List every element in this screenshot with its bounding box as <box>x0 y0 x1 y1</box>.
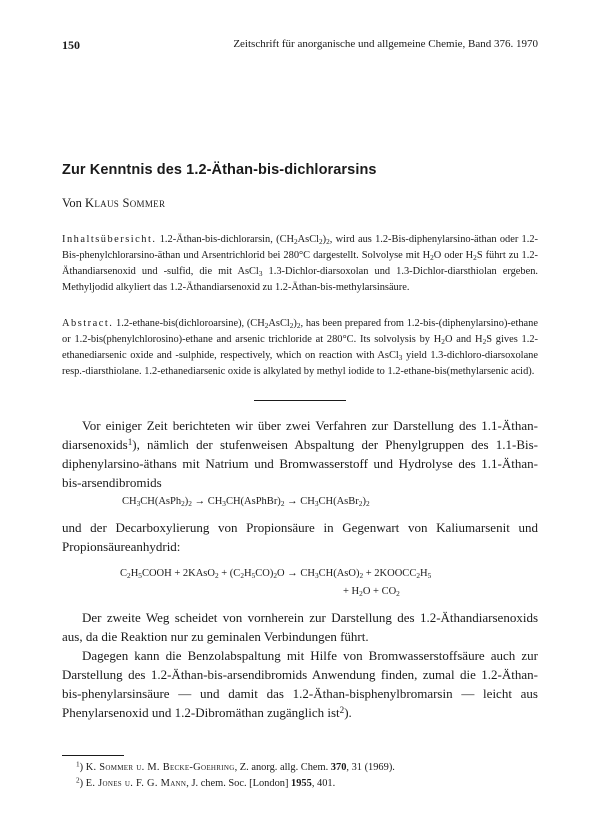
german-abstract-lead: Inhaltsübersicht. <box>62 234 157 245</box>
english-abstract-text-2: , has been prepared from 1.2-bis-(diphenylarsino)-ethane or 1.2-bis(phenylchlorosino)-ethane and arsenic trichloride at 280°C. Its solvolysis by H <box>62 318 538 345</box>
body-paragraph-1: Vor einiger Zeit berichteten wir über zwei Verfahren zur Darstellung des 1.1-Äthan-diarsenoxids$^1$), nämlich der stufenweisen Abspaltung der Phenylgruppen des 1.1-Bis-diphenylarsino-äthans mit Natrium und Bromwasserstoff und Hydrolyse des 1.1-Äthan-bis-arsendibromids <box>62 418 538 490</box>
english-abstract-text-3: yield 1.3-dichloro-diarsoxolane resp.-diarsthiolane. 1.2-ethanediarsenic oxide is alkylated by methyl iodide to 1.2-ethane-bis(methylarsenic acid). <box>62 350 538 377</box>
author-line <box>62 196 165 211</box>
article-title: Zur Kenntnis des 1.2-Äthan-bis-dichlorarsins <box>62 162 377 178</box>
page-number: 150 <box>62 38 80 52</box>
author-prefix: Von <box>62 196 82 210</box>
body-paragraph-3: Der zweite Weg scheidet von vornherein zur Darstellung des 1.2-Äthandiarsenoxids aus, da die Reaktion nur zu geminalen Verbindungen führt. <box>62 610 538 644</box>
english-abstract-text-1: 1.2-ethane-bis(dichloroarsine), (CH <box>116 318 265 329</box>
body-paragraph-2: und der Decarboxylierung von Propionsäure in Gegenwart von Kaliumarsenit und Propionsäureanhydrid: <box>62 520 538 554</box>
german-abstract-text-2: , wird aus 1.2-Bis-diphenylarsino-äthan oder 1.2-Bis-phenylchlorarsino-äthan und Arsentrichlorid bei 280°C dargestellt. Solvolyse mit H <box>62 234 538 261</box>
journal-citation: Zeitschrift für anorganische und allgemeine Chemie, Band 376. 1970 <box>233 38 538 50</box>
footnote-1: $^1$) K. Sommer u. M. Becke-Goehring, Z. anorg. allg. Chem. 370, 31 (1969). <box>76 760 395 773</box>
footnote-divider <box>62 755 124 756</box>
german-abstract: Inhaltsübersicht. 1.2-Äthan-bis-dichlorarsin, $(CH_2AsCl_2)_2$, wird aus 1.2-Bis-diphenylarsino-äthan oder 1.2-Bis-phenylchlorarsino-äthan und Arsentrichlorid bei 280°C dargestellt. Solvolyse mit $H_2O$ oder $H_2S$ führt zu 1.2-Äthandiarsenoxid und -sulfid, die mit AsCl$_3$ 1.3-Dichlor-diarsoxolan und 1.3-Dichlor-diarsthiolan ergeben. Methyljodid alkyliert das 1.2-Äthandiarsenoxid zu 1.2-Äthan-bis-methylarsinsäure. <box>62 234 538 293</box>
german-abstract-text-1: 1.2-Äthan-bis-dichlorarsin, (CH <box>159 234 295 245</box>
footnote-ref-2: 2 <box>339 704 345 715</box>
body-paragraph-4: Dagegen kann die Benzolabspaltung mit Hilfe von Bromwasserstoffsäure auch zur Darstellung des 1.2-Äthan-bis-arsendibromids Anwendung finden, zumal die 1.2-Äthan-bis-phenylarsinsäure — und damit das 1.2-Äthan-bisphenylbromarsin — leicht aus Phenylarsenoxid und 1.2-Dibromäthan zugänglich ist$^2$). <box>62 648 538 720</box>
german-abstract-text-3: 1.3-Dichlor-diarsoxolan und 1.3-Dichlor-diarsthiolan ergeben. Methyljodid alkyliert das 1.2-Äthandiarsenoxid zu 1.2-Äthan-bis-methylarsinsäure. <box>62 266 538 293</box>
section-divider <box>254 400 346 401</box>
english-abstract-lead: Abstract. <box>62 318 114 329</box>
equation-2-line-1: $C_2H_5COOH$ + 2KAsO$_2$ + $(C_2H_5CO)_2O \to CH_3CH(AsO)_2$ + $2KOOCC_2H_5$ <box>120 568 432 580</box>
author-name: Klaus Sommer <box>85 196 166 210</box>
footnote-ref-1: 1 <box>127 436 133 447</box>
english-abstract: Abstract. 1.2-ethane-bis(dichloroarsine), $(CH_2AsCl_2)_2$, has been prepared from 1.2-bis-(diphenylarsino)-ethane or 1.2-bis(phenylchlorosino)-ethane and arsenic trichloride at 280°C. Its solvolysis by $H_2O$ and $H_2S$ gives 1.2-ethanediarsenic oxide and -sulphide, respectively, which on reaction with AsCl$_3$ yield 1.3-dichloro-diarsoxolane resp.-diarsthiolane. 1.2-ethanediarsenic oxide is alkylated by methyl iodide to 1.2-ethane-bis(methylarsenic acid). <box>62 318 538 377</box>
footnote-2: $^2$) E. Jones u. F. G. Mann, J. chem. Soc. [London] 1955, 401. <box>76 776 336 789</box>
equation-1: $CH_3CH(AsPh_2)_2$ → $CH_3CH(AsPhBr)_2$ → $CH_3CH(AsBr_2)_2$ <box>122 496 370 508</box>
equation-2-line-2: + $H_2O + CO_2$ <box>343 586 400 598</box>
